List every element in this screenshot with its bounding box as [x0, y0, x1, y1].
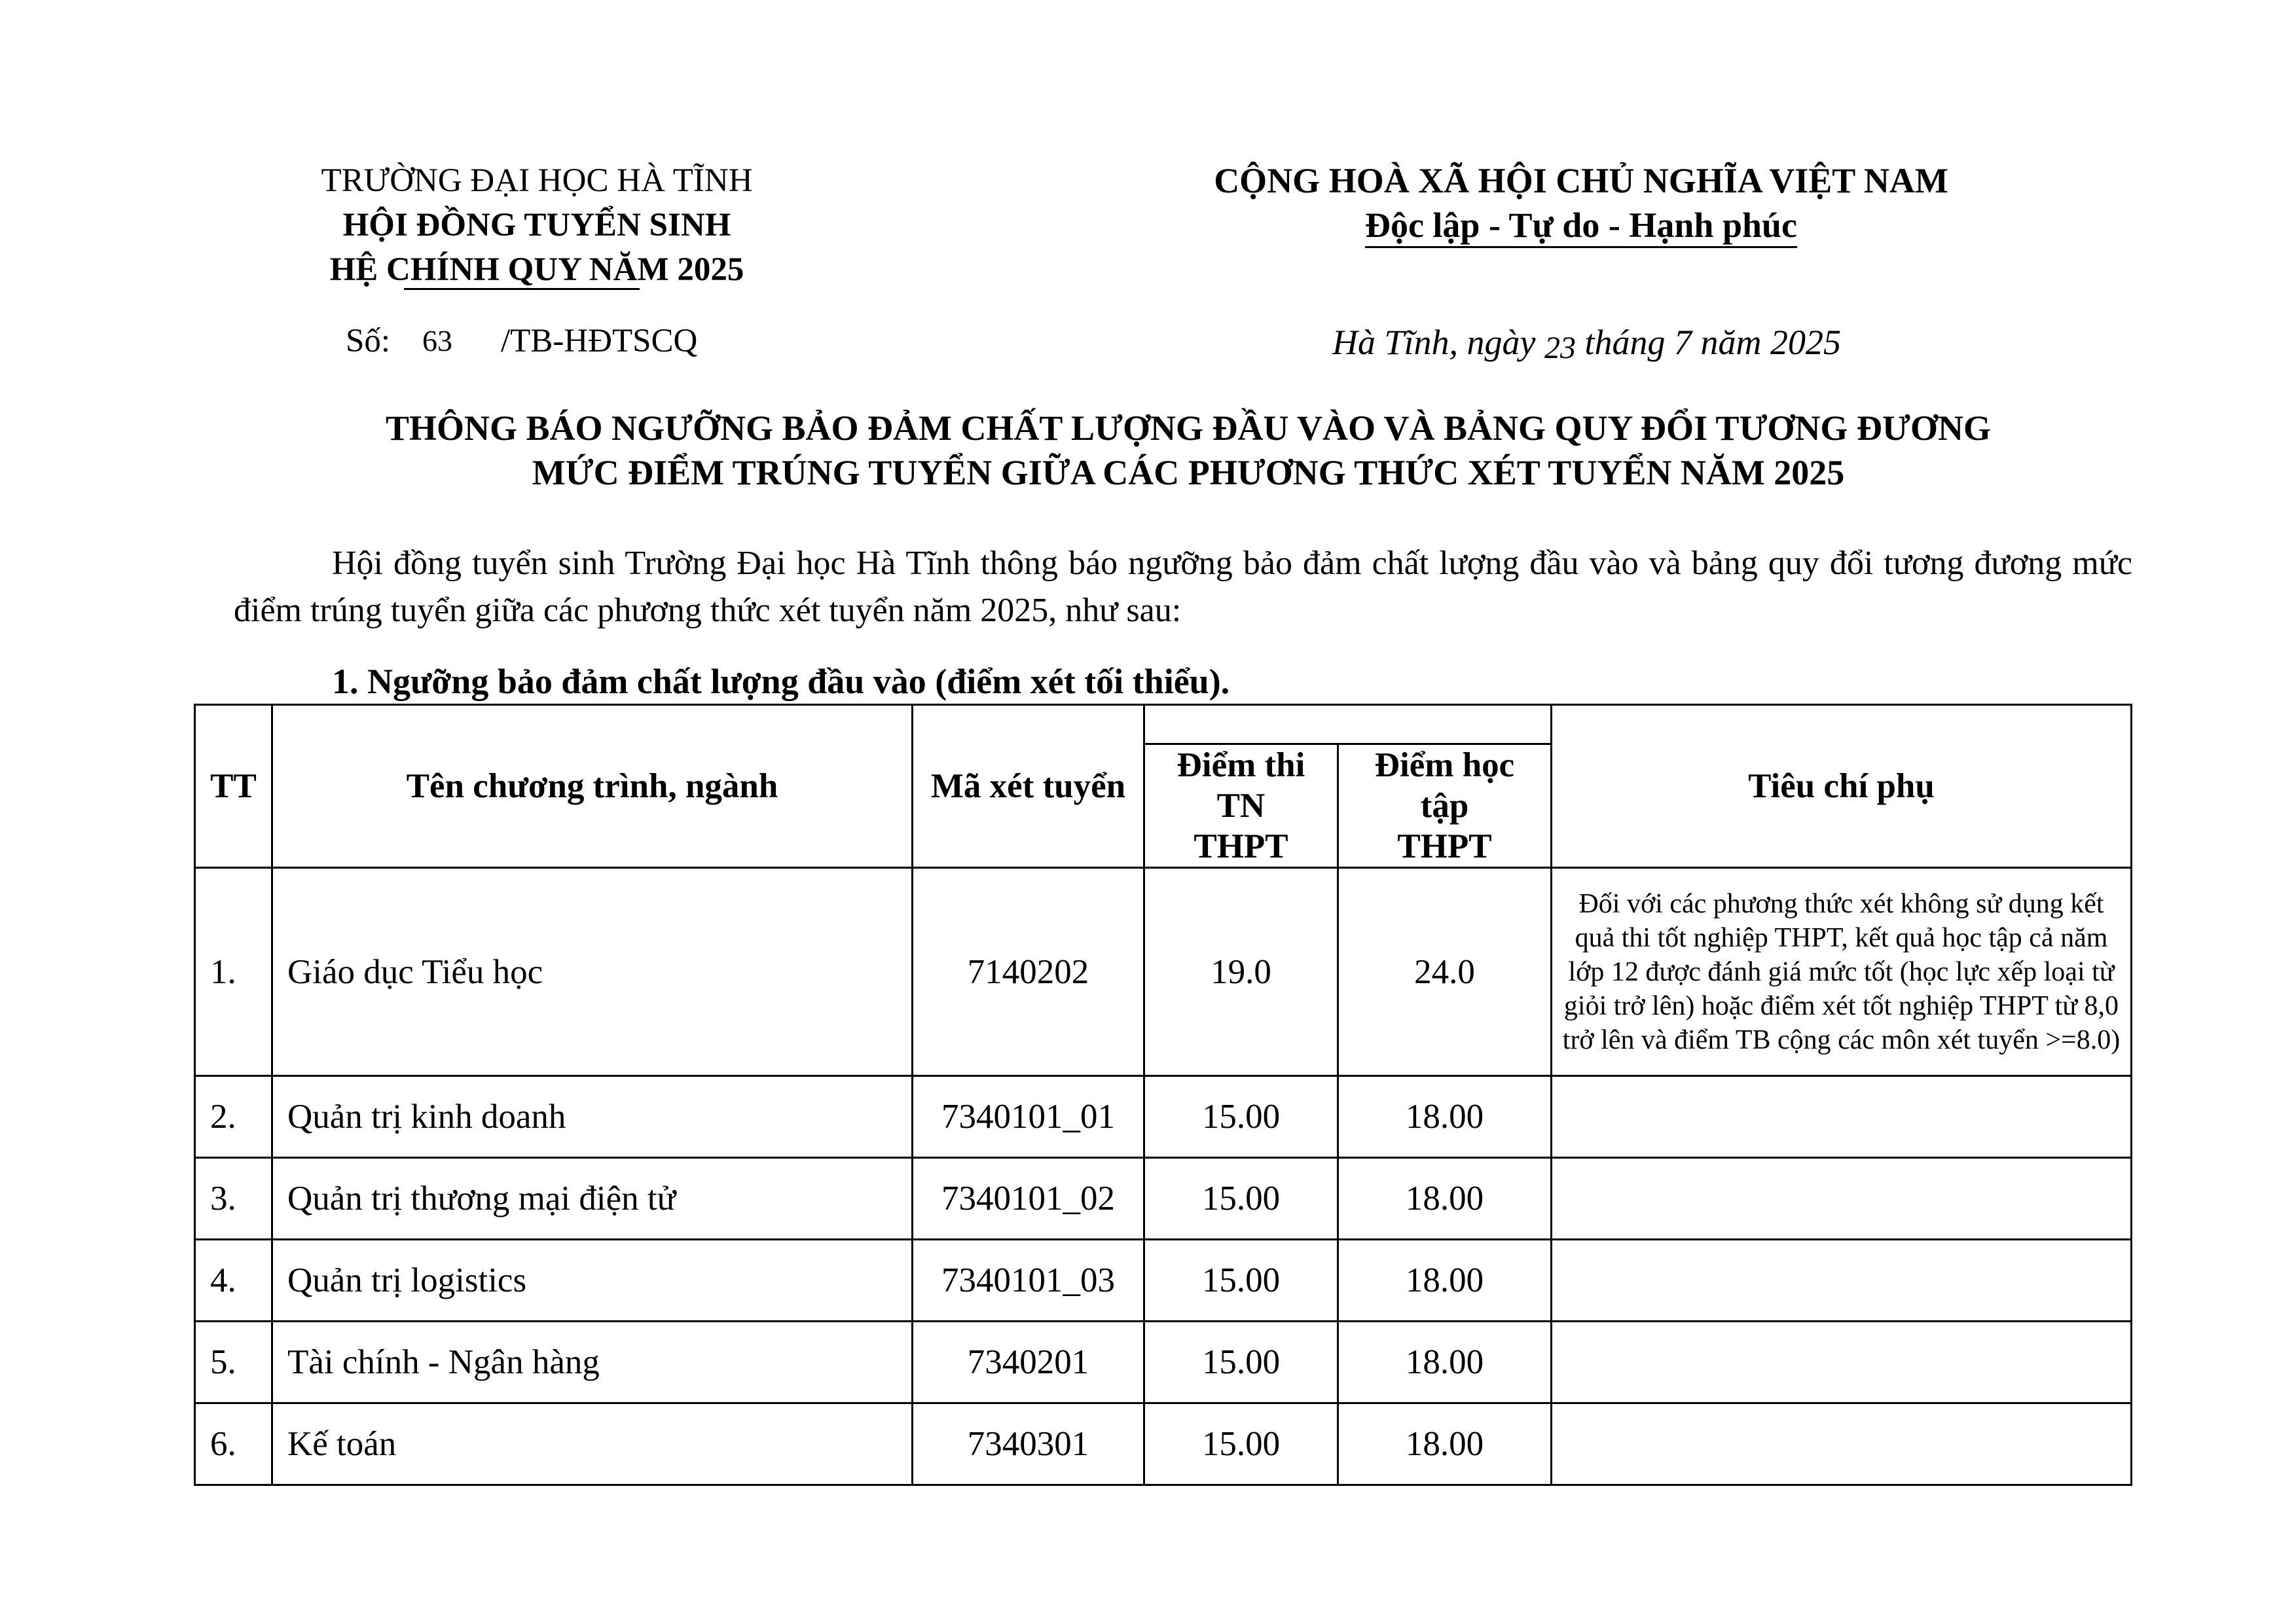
section-heading-1: 1. Ngưỡng bảo đảm chất lượng đầu vào (điểm xét tối thiểu). — [332, 662, 1230, 701]
table-row — [195, 1158, 2132, 1240]
cell-study-score: 18.00 — [1338, 1158, 1552, 1240]
cell-criteria — [1552, 1322, 2132, 1403]
national-header — [1159, 158, 2003, 247]
cell-admission-code: 7340101_02 — [913, 1158, 1144, 1240]
university-name: TRƯỜNG ĐẠI HỌC HÀ TĨNH — [321, 162, 753, 199]
cell-criteria — [1552, 1240, 2132, 1322]
cell-criteria — [1552, 1403, 2132, 1485]
title-line-2: MỨC ĐIỂM TRÚNG TUYỂN GIỮA CÁC PHƯƠNG THỨC XÉT TUYỂN NĂM 2025 — [532, 453, 1845, 492]
title-line-1: THÔNG BÁO NGƯỠNG BẢO ĐẢM CHẤT LƯỢNG ĐẦU VÀO VÀ BẢNG QUY ĐỔI TƯƠNG ĐƯƠNG — [385, 408, 1992, 448]
cell-admission-code: 7340101_03 — [913, 1240, 1144, 1322]
issuer-block — [246, 158, 828, 292]
date-line — [1332, 322, 1841, 363]
date-day: 23 — [1544, 331, 1576, 365]
cell-exam-score: 19.0 — [1144, 868, 1338, 1076]
header-study-score — [1338, 744, 1552, 868]
header-tt: TT — [195, 705, 272, 868]
cell-exam-score: 15.00 — [1144, 1076, 1338, 1158]
cell-study-score: 18.00 — [1338, 1322, 1552, 1403]
table-row — [195, 1240, 2132, 1322]
reference-number: 63 — [422, 324, 452, 357]
cell-criteria: Đối với các phương thức xét không sử dụng kết quả thi tốt nghiệp THPT, kết quả học tập cả năm lớp 12 được đánh giá mức tốt (học lực xếp loại từ giỏi trở lên) hoặc điểm xét tốt nghiệp THPT từ 8,0 trở lên và điểm TB cộng các môn xét tuyển >=8.0) — [1552, 868, 2132, 1076]
cell-tt: 1. — [195, 868, 272, 1076]
header-program-name: Tên chương trình, ngành — [272, 705, 913, 868]
cell-admission-code: 7340201 — [913, 1322, 1144, 1403]
header-score-group — [1144, 705, 1552, 744]
cell-admission-code: 7340301 — [913, 1403, 1144, 1485]
cell-exam-score: 15.00 — [1144, 1158, 1338, 1240]
cell-program-name: Tài chính - Ngân hàng — [272, 1322, 913, 1403]
country-name: CỘNG HOÀ XÃ HỘI CHỦ NGHĨA VIỆT NAM — [1214, 161, 1948, 200]
cell-program-name: Quản trị kinh doanh — [272, 1076, 913, 1158]
cell-study-score: 18.00 — [1338, 1403, 1552, 1485]
cell-exam-score: 15.00 — [1144, 1403, 1338, 1485]
cell-study-score: 24.0 — [1338, 868, 1552, 1076]
header-exam-score-text: Điểm thi TN THPT — [1176, 746, 1305, 865]
header-study-score-text: Điểm học tập THPT — [1374, 746, 1515, 865]
cell-tt: 6. — [195, 1403, 272, 1485]
header-criteria: Tiêu chí phụ — [1552, 705, 2132, 868]
cell-admission-code: 7340101_01 — [913, 1076, 1144, 1158]
reference-suffix: /TB-HĐTSCQ — [501, 323, 698, 359]
table-row — [195, 1076, 2132, 1158]
header-admission-code: Mã xét tuyển — [913, 705, 1144, 868]
council-name: HỘI ĐỒNG TUYỂN SINH — [342, 207, 731, 244]
issuer-underline — [404, 288, 640, 290]
table-row — [195, 868, 2132, 1076]
cell-tt: 5. — [195, 1322, 272, 1403]
document-title — [190, 406, 2187, 495]
cell-program-name: Kế toán — [272, 1403, 913, 1485]
cell-study-score: 18.00 — [1338, 1076, 1552, 1158]
cell-criteria — [1552, 1158, 2132, 1240]
cell-program-name: Giáo dục Tiểu học — [272, 868, 913, 1076]
intro-paragraph: Hội đồng tuyển sinh Trường Đại học Hà Tĩnh thông báo ngưỡng bảo đảm chất lượng đầu vào và bảng quy đổi tương đương mức điểm trúng tuyển giữa các phương thức xét tuyển năm 2025, như sau: — [234, 545, 2132, 629]
threshold-table — [194, 704, 2132, 1486]
cell-admission-code: 7140202 — [913, 868, 1144, 1076]
date-place: Hà Tĩnh, ngày — [1332, 323, 1536, 362]
council-scope: HỆ CHÍNH QUY NĂM 2025 — [329, 251, 744, 288]
cell-tt: 3. — [195, 1158, 272, 1240]
header-exam-score — [1144, 744, 1338, 868]
date-month-year: tháng 7 năm 2025 — [1584, 323, 1841, 362]
cell-tt: 2. — [195, 1076, 272, 1158]
cell-exam-score: 15.00 — [1144, 1322, 1338, 1403]
cell-criteria — [1552, 1076, 2132, 1158]
cell-program-name: Quản trị logistics — [272, 1240, 913, 1322]
cell-tt: 4. — [195, 1240, 272, 1322]
cell-program-name: Quản trị thương mại điện tử — [272, 1158, 913, 1240]
national-motto — [1159, 203, 2003, 247]
cell-exam-score: 15.00 — [1144, 1240, 1338, 1322]
motto-text: Độc lập - Tự do - Hạnh phúc — [1365, 206, 1797, 248]
table-row — [195, 1403, 2132, 1485]
reference-prefix: Số: — [346, 323, 391, 359]
table-row — [195, 1322, 2132, 1403]
cell-study-score: 18.00 — [1338, 1240, 1552, 1322]
